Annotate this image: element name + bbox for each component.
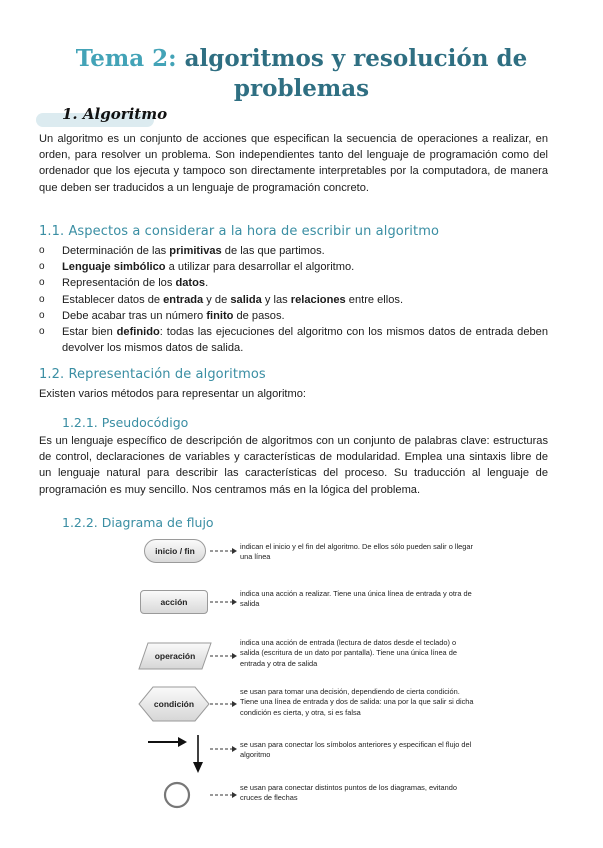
section-1-1-heading: 1.1. Aspectos a considerar a la hora de escribir un algoritmo xyxy=(39,224,440,239)
page-title xyxy=(30,44,573,104)
legend-row-arrows xyxy=(136,733,486,777)
connector-description: se usan para conectar distintos puntos de los diagramas, evitando cruces de flechas xyxy=(240,783,457,803)
list-item: o Representación de los datos. xyxy=(39,275,548,291)
list-item: o Establecer datos de entrada y de salida y las relaciones entre ellos. xyxy=(39,292,548,308)
legend-row-connector xyxy=(136,779,486,813)
title-lead: Tema 2: xyxy=(75,45,177,72)
flow-arrow-icon xyxy=(146,733,208,775)
process-label: acción xyxy=(160,597,188,607)
io-description: indica una acción de entrada (lectura de datos desde el teclado) o salida (escritura de un dato por pantalla). Tiene una única línea de entrada y otra de salida xyxy=(240,638,457,668)
section-1-2-1-heading: 1.2.1. Pseudocódigo xyxy=(62,415,189,430)
list-item: o Determinación de las primitivas de las que partimos. xyxy=(39,243,548,259)
legend-row-decision xyxy=(136,685,486,727)
pseudocode-description: Es un lenguaje específico de descripción de algoritmos con un conjunto de palabras clave: estructuras de control, declaraciones de variables y características de modularidad. Emplea una sintaxis libre de un lenguaje natural para describir las características del proceso. Su traducción al lenguaje de programación es muy sencillo. Nos centramos más en la lógica del problema. xyxy=(39,435,548,496)
legend-row-io xyxy=(136,635,486,681)
list-item: o Lenguaje simbólico a utilizar para desarrollar el algoritmo. xyxy=(39,259,548,275)
dashed-arrow-icon xyxy=(210,791,238,799)
dashed-arrow-icon xyxy=(210,745,238,753)
section-1-2-2-heading: 1.2.2. Diagrama de flujo xyxy=(62,515,214,530)
terminal-shape xyxy=(144,539,206,563)
algorithm-definition: Un algoritmo es un conjunto de acciones que especifican la secuencia de operaciones a realizar, en orden, para resolver un problema. Son independientes tanto del lenguaje de programación como del ordenador que los ejecuta y tampoco son directamente interpretables por la computadora, de manera que deben ser traducidos a un lenguaje de programación concreto. xyxy=(39,133,548,194)
title-rest: algoritmos y resolución de problemas xyxy=(176,45,528,102)
bullet-marker: o xyxy=(39,326,45,338)
bullet-marker: o xyxy=(39,309,45,321)
bullet-marker: o xyxy=(39,245,45,256)
dashed-arrow-icon xyxy=(210,598,238,606)
arrows-description: se usan para conectar los símbolos anteriores y especifican el flujo del algoritmo xyxy=(240,740,472,760)
flowchart-legend xyxy=(136,533,486,813)
list-item: o Debe acabar tras un número finito de pasos. xyxy=(39,308,548,324)
list-item: o Estar bien definido: todas las ejecuciones del algoritmo con los mismos datos de entrada deben devolver los mismos datos de salida. xyxy=(39,326,549,355)
bullet-marker: o xyxy=(39,277,45,289)
representation-intro: Existen varios métodos para representar un algoritmo: xyxy=(39,388,306,400)
decision-label: condición xyxy=(153,699,195,709)
connector-circle-icon xyxy=(162,780,192,810)
bullet-marker: o xyxy=(39,293,45,305)
section-1-heading-block xyxy=(36,104,186,128)
legend-row-terminal xyxy=(136,533,486,573)
dashed-arrow-icon xyxy=(210,652,238,660)
terminal-label: inicio / fin xyxy=(155,546,195,556)
aspects-list xyxy=(39,243,548,356)
io-label: operación xyxy=(154,651,196,661)
terminal-description: indican el inicio y el fin del algoritmo. De ellos sólo pueden salir o llegar una línea xyxy=(240,542,473,562)
bullet-marker: o xyxy=(39,261,45,273)
decision-description: se usan para tomar una decisión, dependiendo de cierta condición. Tiene una línea de entrada y dos de salida: una por la que salir si dicha condición es cierta, y otra, si es falsa xyxy=(240,687,474,717)
process-description: indica una acción a realizar. Tiene una única línea de entrada y otra de salida xyxy=(240,589,472,609)
dashed-arrow-icon xyxy=(210,700,238,708)
legend-row-process xyxy=(136,585,486,625)
section-1-2-heading: 1.2. Representación de algoritmos xyxy=(39,367,266,382)
process-shape xyxy=(140,590,208,614)
section-1-heading: 1. Algoritmo xyxy=(62,105,168,123)
dashed-arrow-icon xyxy=(210,547,238,555)
